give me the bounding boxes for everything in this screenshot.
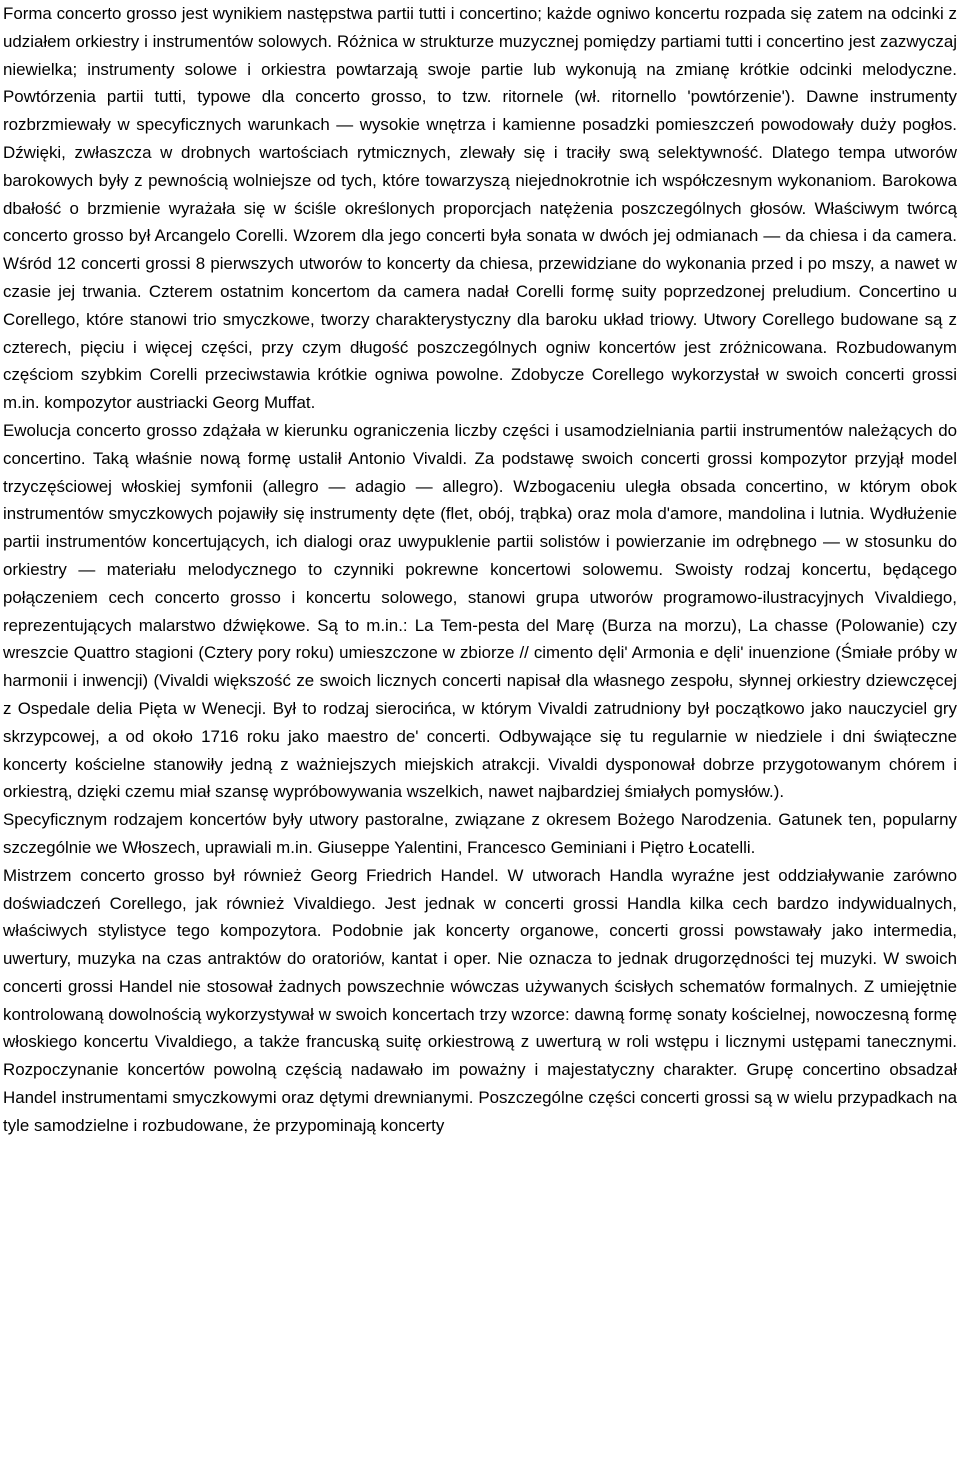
paragraph-handel: Mistrzem concerto grosso był również Georg Friedrich Handel. W utworach Handla wyraźne jest oddziaływanie zarówno doświadczeń Corellego, jak również Vivaldiego. Jest jednak w concerti grossi Handla kilka cech bardzo indywidualnych, właściwych stylistyce tego kompozytora. Podobnie jak koncerty organowe, concerti grossi powstawały jako intermedia, uwertury, muzyka na czas antraktów do oratoriów, kantat i oper. Nie oznacza to jednak drugorzędności tej muzyki. W swoich concerti grossi Handel nie stosował żadnych powszechnie wówczas używanych ścisłych schematów formalnych. Z umiejętnie kontrolowaną dowolnością wykorzystywał w swoich koncertach trzy wzorce: dawną formę sonaty kościelnej, nowoczesną formę włoskiego koncertu Vivaldiego, a także francuską suitę orkiestrową z uwerturą w roli wstępu i licznymi ustępami tanecznymi. Rozpoczynanie koncertów powolną częścią nadawało im poważny i majestatyczny charakter. Grupę concertino obsadzał Handel instrumentami smyczkowymi oraz dętymi drewnianymi. Poszczególne części concerti grossi są w wielu przypadkach na tyle samodzielne i rozbudowane, że przypominają koncerty [3,865,957,1135]
paragraph-pastoral: Specyficznym rodzajem koncertów były utwory pastoralne, związane z okresem Bożego Narodzenia. Gatunek ten, popularny szczególnie we Włoszech, uprawiali m.in. Giuseppe Yalentini, Francesco Geminiani i Piętro Łocatelli. [3,810,957,857]
paragraph-vivaldi: Ewolucja concerto grosso zdążała w kierunku ograniczenia liczby części i usamodzielniania partii instrumentów należących do concertino. Taką właśnie nową formę ustalił Antonio Vivaldi. Za podstawę swoich concerti grossi kompozytor przyjął model trzyczęściowej włoskiej symfonii (allegro — adagio — allegro). Wzbogaceniu uległa obsada concertino, w którym obok instrumentów smyczkowych pojawiły się instrumenty dęte (flet, obój, trąbka) oraz mola d'amore, mandolina i lutnia. Wydłużenie partii instrumentów koncertujących, ich dialogi oraz uwypuklenie partii solistów i powierzanie im odrębnego — w stosunku do orkiestry — materiału melodycznego to czynniki pokrewne koncertowi solowemu. Swoisty rodzaj koncertu, będącego połączeniem cech concerto grosso i koncertu solowego, stanowi grupa utworów programowo-ilustracyjnych Vivaldiego, reprezentujących malarstwo dźwiękowe. Są to m.in.: La Tem-pesta del Marę (Burza na morzu), La chasse (Polowanie) czy wreszcie Quattro stagioni (Cztery pory roku) umieszczone w zbiorze // cimento dęli' Armonia e dęli' inuenzione (Śmiałe próby w harmonii i inwencji) (Vivaldi większość ze swoich licznych concerti napisał dla własnego zespołu, słynnej orkiestry dziewczęcej z Ospedale delia Pięta w Wenecji. Był to rodzaj sierocińca, w którym Vivaldi zatrudniony był początkowo jako nauczyciel gry skrzypcowej, a od około 1716 roku jako maestro de' concerti. Odbywające się tu regularnie w niedziele i dni świąteczne koncerty kościelne stanowiły jedną z ważniejszych miejskich atrakcji. Vivaldi dysponował dobrze przygotowanym chórem i orkiestrą, dzięki czemu miał szansę wypróbowywania wszelkich, nawet najbardziej śmiałych pomysłów.). [3,420,957,802]
paragraph-corelli: Forma concerto grosso jest wynikiem następstwa partii tutti i concertino; każde ogniwo koncertu rozpada się zatem na odcinki z udziałem orkiestry i instrumentów solowych. Różnica w strukturze muzycznej pomiędzy partiami tutti i concertino jest zazwyczaj niewielka; instrumenty solowe i orkiestra powtarzają swoje partie lub wykonują na zmianę krótkie odcinki melodyczne. Powtórzenia partii tutti, typowe dla concerto grosso, to tzw. ritornele (wł. ritornello 'powtórzenie'). Dawne instrumenty rozbrzmiewały w specyficznych warunkach — wysokie wnętrza i kamienne posadzki pomieszczeń powodowały duży pogłos. Dźwięki, zwłaszcza w drobnych wartościach rytmicznych, zlewały się i traciły swą selektywność. Dlatego tempa utworów barokowych były z pewnością wolniejsze od tych, które towarzyszą niejednokrotnie ich współczesnym wykonaniom. Barokowa dbałość o brzmienie wyrażała się w ściśle określonych proporcjach natężenia poszczególnych głosów. Właściwym twórcą concerto grosso był Arcangelo Corelli. Wzorem dla jego concerti była sonata w dwóch jej odmianach — da chiesa i da camera. Wśród 12 concerti grossi 8 pierwszych utworów to koncerty da chiesa, przewidziane do wykonania przed i po mszy, a nawet w czasie jej trwania. Czterem ostatnim koncertom da camera nadał Corelli formę suity poprzedzonej preludium. Concertino u Corellego, które stanowi trio smyczkowe, tworzy charakterystyczny dla baroku układ triowy. Utwory Corellego budowane są z czterech, pięciu i więcej części, przy czym długość poszczególnych ogniw koncertów jest zróżnicowana. Rozbudowanym częściom szybkim Corelli przeciwstawia krótkie ogniwa powolne. Zdobycze Corellego wykorzystał w swoich concerti grossi m.in. kompozytor austriacki Georg Muffat. [3,4,957,413]
